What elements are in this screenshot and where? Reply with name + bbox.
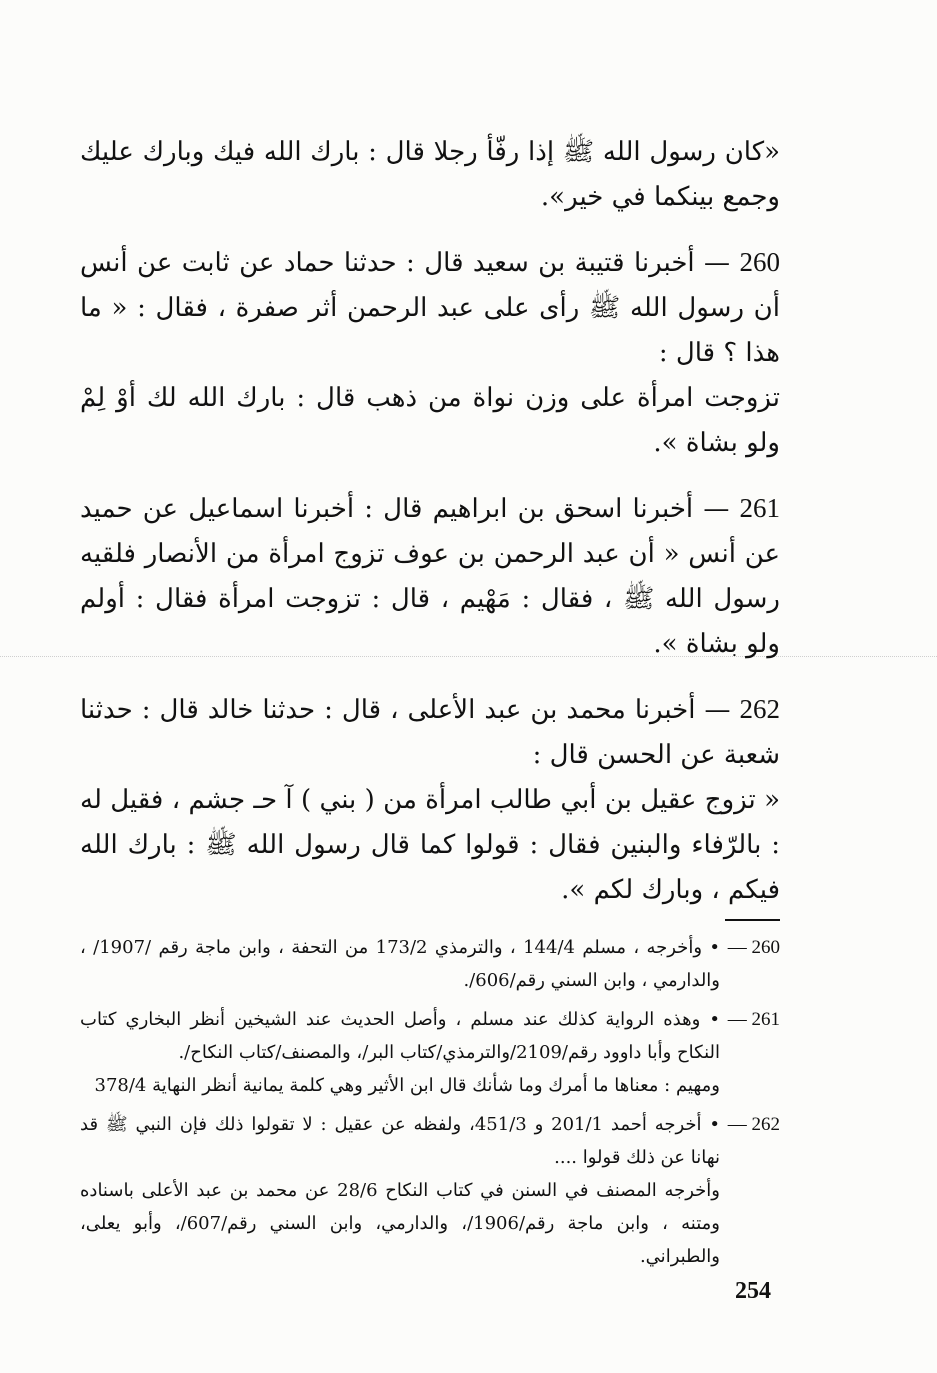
page-content: [80, 130, 780, 1279]
intro-paragraph: «كان رسول الله ﷺ إذا رفّأ رجلا قال : بارك الله فيك وبارك عليك وجمع بينكما في خير».: [80, 137, 780, 212]
hadith-number: 260: [739, 247, 780, 277]
footnote-line: وأخرجه المصنف في السنن في كتاب النكاح 28/6 عن محمد بن عبد الأعلى باسناده ومتنه ، وابن ماجة رقم/1906/، والدارمي، وابن السني رقم/607/، وأبو يعلى، والطبراني.: [80, 1180, 720, 1267]
hadith-262: [80, 687, 780, 778]
footnote-line: • أخرجه أحمد 201/1 و 451/3، ولفظه عن عقيل : لا تقولوا ذلك فإن النبي ﷺ قد نهانا عن ذلك قولوا ....: [80, 1114, 721, 1168]
hadith-260: [80, 240, 780, 376]
footnote-label: 262 —: [727, 1114, 780, 1135]
hadith-261: [80, 486, 780, 667]
footnote-label: 260 —: [727, 937, 780, 958]
hadith-text: — أخبرنا اسحق بن ابراهيم قال : أخبرنا اسماعيل عن حميد عن أنس « أن عبد الرحمن بن عوف تزوج امرأة من الأنصار فلقيه رسول الله ﷺ ، فقال : مَهْيم ، قال : تزوجت امرأة فقال : أولم ولو بشاة ».: [80, 494, 780, 659]
footnote-262: [80, 1108, 780, 1273]
footnote-260: [80, 931, 780, 997]
page-number: 254: [735, 1278, 771, 1304]
hadith-260-continuation: تزوجت امرأة على وزن نواة من ذهب قال : بارك الله لك أوْ لِمْ ولو بشاة ».: [80, 383, 780, 458]
footnote-separator: [725, 919, 780, 921]
hadith-text: — أخبرنا محمد بن عبد الأعلى ، قال : حدثنا خالد قال : حدثنا شعبة عن الحسن قال :: [80, 695, 780, 770]
hadith-number: 261: [739, 493, 781, 523]
hadith-text: — أخبرنا قتيبة بن سعيد قال : حدثنا حماد عن ثابت عن أنس أن رسول الله ﷺ رأى على عبد الرحمن أثر صفرة ، فقال : « ما هذا ؟ قال :: [80, 248, 780, 368]
footnotes: [80, 931, 780, 1273]
hadith-262-continuation: « تزوج عقيل بن أبي طالب امرأة من ( بني ) آ حـ جشم ، فقيل له : بالرّفاء والبنين فقال : قولوا كما قال رسول الله ﷺ : بارك الله فيكم ، وبارك لكم ».: [80, 785, 780, 905]
footnote-line: • وأخرجه ، مسلم 144/4 ، والترمذي 173/2 من التحفة ، وابن ماجة رقم /1907/ ، والدارمي ، وابن السني رقم/606/.: [80, 937, 720, 991]
footnote-label: 261 —: [727, 1009, 780, 1030]
footnote-line: ومهيم : معناها ما أمرك وما شأنك قال ابن الأثير وهي كلمة يمانية أنظر النهاية 378/4: [94, 1075, 720, 1096]
hadith-number: 262: [739, 694, 780, 724]
main-text: [80, 130, 780, 913]
footnote-line: • وهذه الرواية كذلك عند مسلم ، وأصل الحديث عند الشيخين أنظر البخاري كتاب النكاح وأبا داوود رقم/2109/والترمذي/كتاب البر/، والمصنف/كتاب النكاح/.: [80, 1009, 720, 1063]
footnote-261: [80, 1003, 780, 1102]
